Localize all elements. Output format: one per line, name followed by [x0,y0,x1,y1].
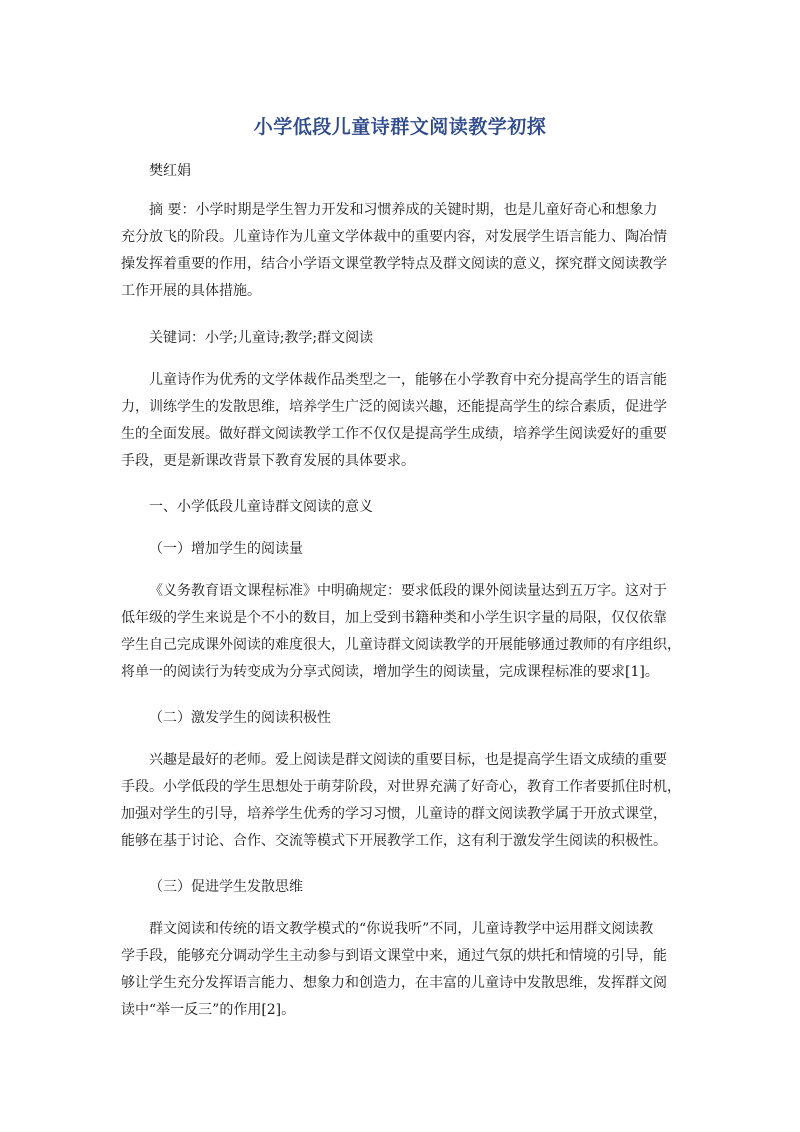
paragraph-line: 学生自己完成课外阅读的难度很大，儿童诗群文阅读教学的开展能够通过教师的有序组织， [121,637,681,653]
subsection-heading [121,705,687,732]
paragraph-line: 学手段，能够充分调动学生主动参与到语文课堂中来，通过气氛的烘托和情境的引导，能 [121,948,667,964]
paragraph-line: 够让学生充分发挥语言能力、想象力和创造力，在丰富的儿童诗中发散思维，发挥群文阅 [121,975,667,991]
paragraph-line: 将单一的阅读行为转变成为分享式阅读，增加学生的阅读量，完成课程标准的要求[1]。 [121,664,659,680]
intro-line: 生的全面发展。做好群文阅读教学工作不仅仅是提高学生成绩，培养学生阅读爱好的重要 [121,426,667,442]
intro-paragraph [121,367,687,475]
paragraph-line: 加强对学生的引导，培养学生优秀的学习习惯，儿童诗的群文阅读教学属于开放式课堂， [121,806,667,822]
paragraph-line: 《义务教育语文课程标准》中明确规定：要求低段的课外阅读量达到五万字。这对于 [149,583,667,599]
paragraph-line: 群文阅读和传统的语文教学模式的“你说我听”不同，儿童诗教学中运用群文阅读教 [149,921,654,937]
intro-line: 力，训练学生的发散思维，培养学生广泛的阅读兴趣，还能提高学生的综合素质，促进学 [121,399,667,415]
abstract-paragraph [121,197,687,305]
subsection-2-heading: （二）激发学生的阅读积极性 [149,710,331,726]
keywords-line: 关键词：小学;儿童诗;教学;群文阅读 [149,330,374,346]
paragraph-line: 低年级的学生来说是个不小的数目，加上受到书籍种类和小学生识字量的局限，仅仅依靠 [121,610,667,626]
section-1-heading: 一、小学低段儿童诗群文阅读的意义 [149,499,373,515]
keywords [121,325,687,352]
author [121,158,687,185]
author-name: 樊红娟 [149,163,191,179]
intro-line: 手段，更是新课改背景下教育发展的具体要求。 [121,453,415,469]
page-title: 小学低段儿童诗群文阅读教学初探 [253,116,547,138]
abstract-line: 操发挥着重要的作用，结合小学语文课堂教学特点及群文阅读的意义，探究群文阅读教学 [121,256,667,272]
abstract-line: 充分放飞的阶段。儿童诗作为儿童文学体裁中的重要内容，对发展学生语言能力、陶冶情 [121,229,667,245]
intro-line: 儿童诗作为优秀的文学体裁作品类型之一，能够在小学教育中充分提高学生的语言能 [149,372,667,388]
paragraph-line: 兴趣是最好的老师。爱上阅读是群文阅读的重要目标，也是提高学生语文成绩的重要 [149,752,667,768]
subsection-1-paragraph [121,578,687,686]
subsection-3-heading: （三）促进学生发散思维 [149,879,303,895]
paragraph-line: 能够在基于讨论、合作、交流等模式下开展教学工作，这有利于激发学生阅读的积极性。 [121,833,667,849]
abstract-line: 摘 要：小学时期是学生智力开发和习惯养成的关键时期，也是儿童好奇心和想象力 [149,202,658,218]
subsection-heading [121,874,687,901]
section-heading [121,494,687,521]
paragraph-line: 读中“举一反三”的作用[2]。 [121,1002,296,1018]
abstract-line: 工作开展的具体措施。 [121,283,261,299]
subsection-3-paragraph [121,916,687,1024]
paragraph-line: 手段。小学低段的学生思想处于萌芽阶段，对世界充满了好奇心，教育工作者要抓住时机， [121,779,681,795]
subsection-heading [121,536,687,563]
subsection-1-heading: （一）增加学生的阅读量 [149,541,303,557]
subsection-2-paragraph [121,747,687,855]
